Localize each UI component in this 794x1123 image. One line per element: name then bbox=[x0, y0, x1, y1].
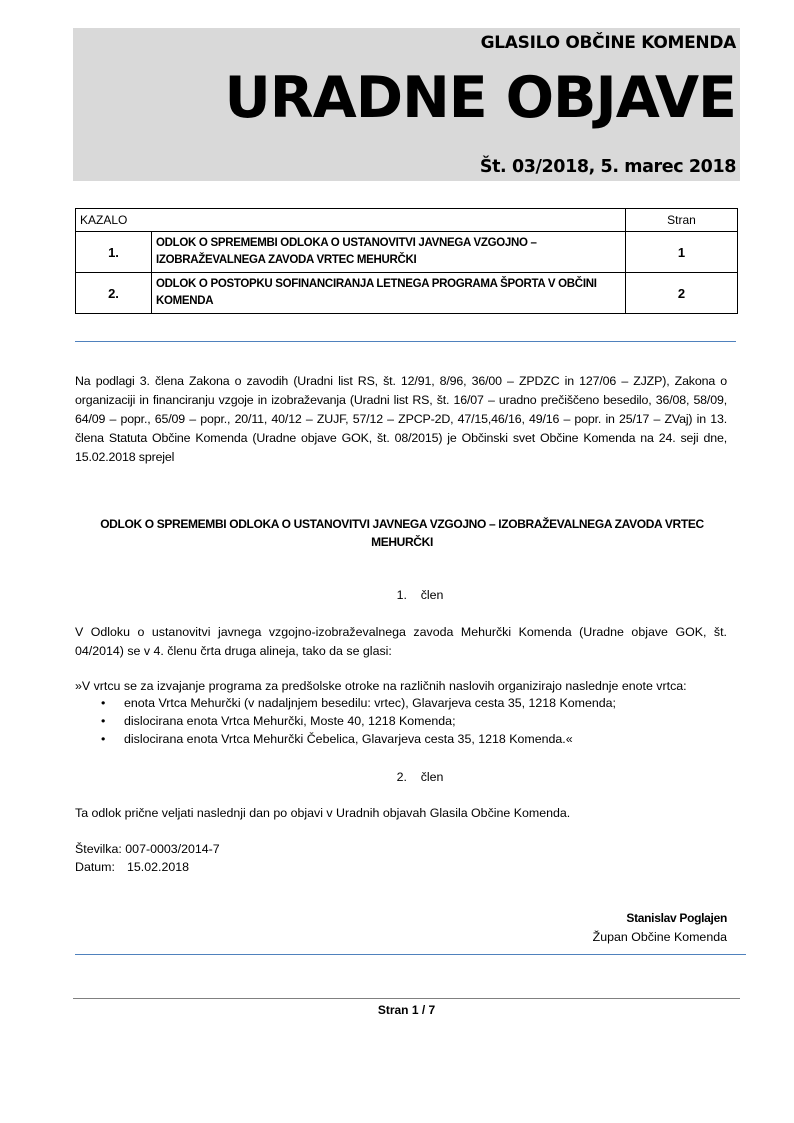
document-number-value: 007-0003/2014-7 bbox=[125, 842, 220, 856]
contents-item-number: 1. bbox=[76, 232, 152, 273]
contents-row[interactable] bbox=[76, 232, 738, 273]
list-item-text: dislocirana enota Vrtca Mehurčki, Moste 40, 1218 Komenda; bbox=[124, 714, 456, 728]
section-divider bbox=[75, 954, 746, 955]
contents-label: KAZALO bbox=[76, 209, 626, 232]
document-date bbox=[75, 858, 189, 877]
contents-item-title[interactable]: ODLOK O POSTOPKU SOFINANCIRANJA LETNEGA PROGRAMA ŠPORTA V OBČINI KOMENDA bbox=[152, 273, 626, 314]
contents-item-page: 1 bbox=[626, 232, 738, 273]
list-item-text: dislocirana enota Vrtca Mehurčki Čebelica, Glavarjeva cesta 35, 1218 Komenda.« bbox=[124, 732, 573, 746]
signer-role: Župan Občine Komenda bbox=[592, 930, 727, 944]
article-1-heading bbox=[370, 586, 470, 605]
article-2-heading bbox=[370, 768, 470, 787]
units-list bbox=[75, 694, 616, 748]
contents-item-page: 2 bbox=[626, 273, 738, 314]
article-2-text: Ta odlok prične veljati naslednji dan po objavi v Uradnih objavah Glasila Občine Komenda. bbox=[75, 806, 571, 820]
list-item-text: enota Vrtca Mehurčki (v nadaljnjem besedilu: vrtec), Glavarjeva cesta 35, 1218 Komenda; bbox=[124, 696, 616, 710]
footer-divider bbox=[73, 998, 740, 999]
publication-name: GLASILO OBČINE KOMENDA bbox=[480, 33, 736, 53]
list-item bbox=[75, 694, 616, 712]
bullet-icon: • bbox=[101, 732, 106, 746]
article-label: člen bbox=[420, 588, 444, 602]
article-number: 1. bbox=[396, 588, 407, 602]
bullet-icon: • bbox=[101, 714, 106, 728]
page-number: Stran 1 / 7 bbox=[377, 1003, 436, 1017]
article-1-text: V Odloku o ustanovitvi javnega vzgojno-izobraževalnega zavoda Mehurčki Komenda (Uradne objave GOK, št. 04/2014) se v 4. členu črta druga alineja, tako da se glasi: bbox=[75, 625, 727, 658]
contents-page-label: Stran bbox=[626, 209, 738, 232]
section-divider bbox=[75, 341, 736, 342]
contents-item-number: 2. bbox=[76, 273, 152, 314]
legal-basis-paragraph: Na podlagi 3. člena Zakona o zavodih (Uradni list RS, št. 12/91, 8/96, 36/00 – ZPDZC in 127/06 – ZJZP), Zakona o organizaciji in financiranju vzgoje in izobraževanja (Uradni list RS, št. 16/07 – uradno prečiščeno besedilo, 36/08, 58/09, 64/09 – popr., 65/09 – popr., 20/11, 40/12 – ZUJF, 57/12 – ZPCP-2D, 47/15,46/16, 49/16 – popr. in 25/17 – ZVaj) in 13. člena Statuta Občine Komenda (Uradne objave GOK, št. 08/2015) je Občinski svet Občine Komenda na 24. seji dne, 15.02.2018 sprejel bbox=[75, 374, 727, 464]
contents-item-title[interactable]: ODLOK O SPREMEMBI ODLOKA O USTANOVITVI JAVNEGA VZGOJNO – IZOBRAŽEVALNEGA ZAVODA VRTEC MEHURČKI bbox=[152, 232, 626, 273]
document-number bbox=[75, 840, 220, 859]
signer-name: Stanislav Poglajen bbox=[626, 911, 727, 925]
masthead bbox=[73, 28, 740, 181]
ordinance-title: ODLOK O SPREMEMBI ODLOKA O USTANOVITVI JAVNEGA VZGOJNO – IZOBRAŽEVALNEGA ZAVODA VRTEC MEHURČKI bbox=[100, 517, 704, 549]
document-date-value: 15.02.2018 bbox=[127, 860, 190, 874]
contents-header-row bbox=[76, 209, 738, 232]
list-item bbox=[75, 730, 616, 748]
article-label: člen bbox=[420, 770, 444, 784]
contents-row[interactable] bbox=[76, 273, 738, 314]
document-date-label: Datum: bbox=[75, 860, 115, 874]
document-number-label: Številka: bbox=[75, 842, 122, 856]
contents-table bbox=[75, 208, 738, 314]
issue-info: Št. 03/2018, 5. marec 2018 bbox=[479, 157, 736, 177]
list-item bbox=[75, 712, 616, 730]
masthead-title: URADNE OBJAVE bbox=[224, 65, 736, 131]
bullet-icon: • bbox=[101, 696, 106, 710]
article-number: 2. bbox=[396, 770, 407, 784]
quote-intro: »V vrtcu se za izvajanje programa za predšolske otroke na različnih naslovih organizirajo naslednje enote vrtca: bbox=[75, 679, 687, 693]
